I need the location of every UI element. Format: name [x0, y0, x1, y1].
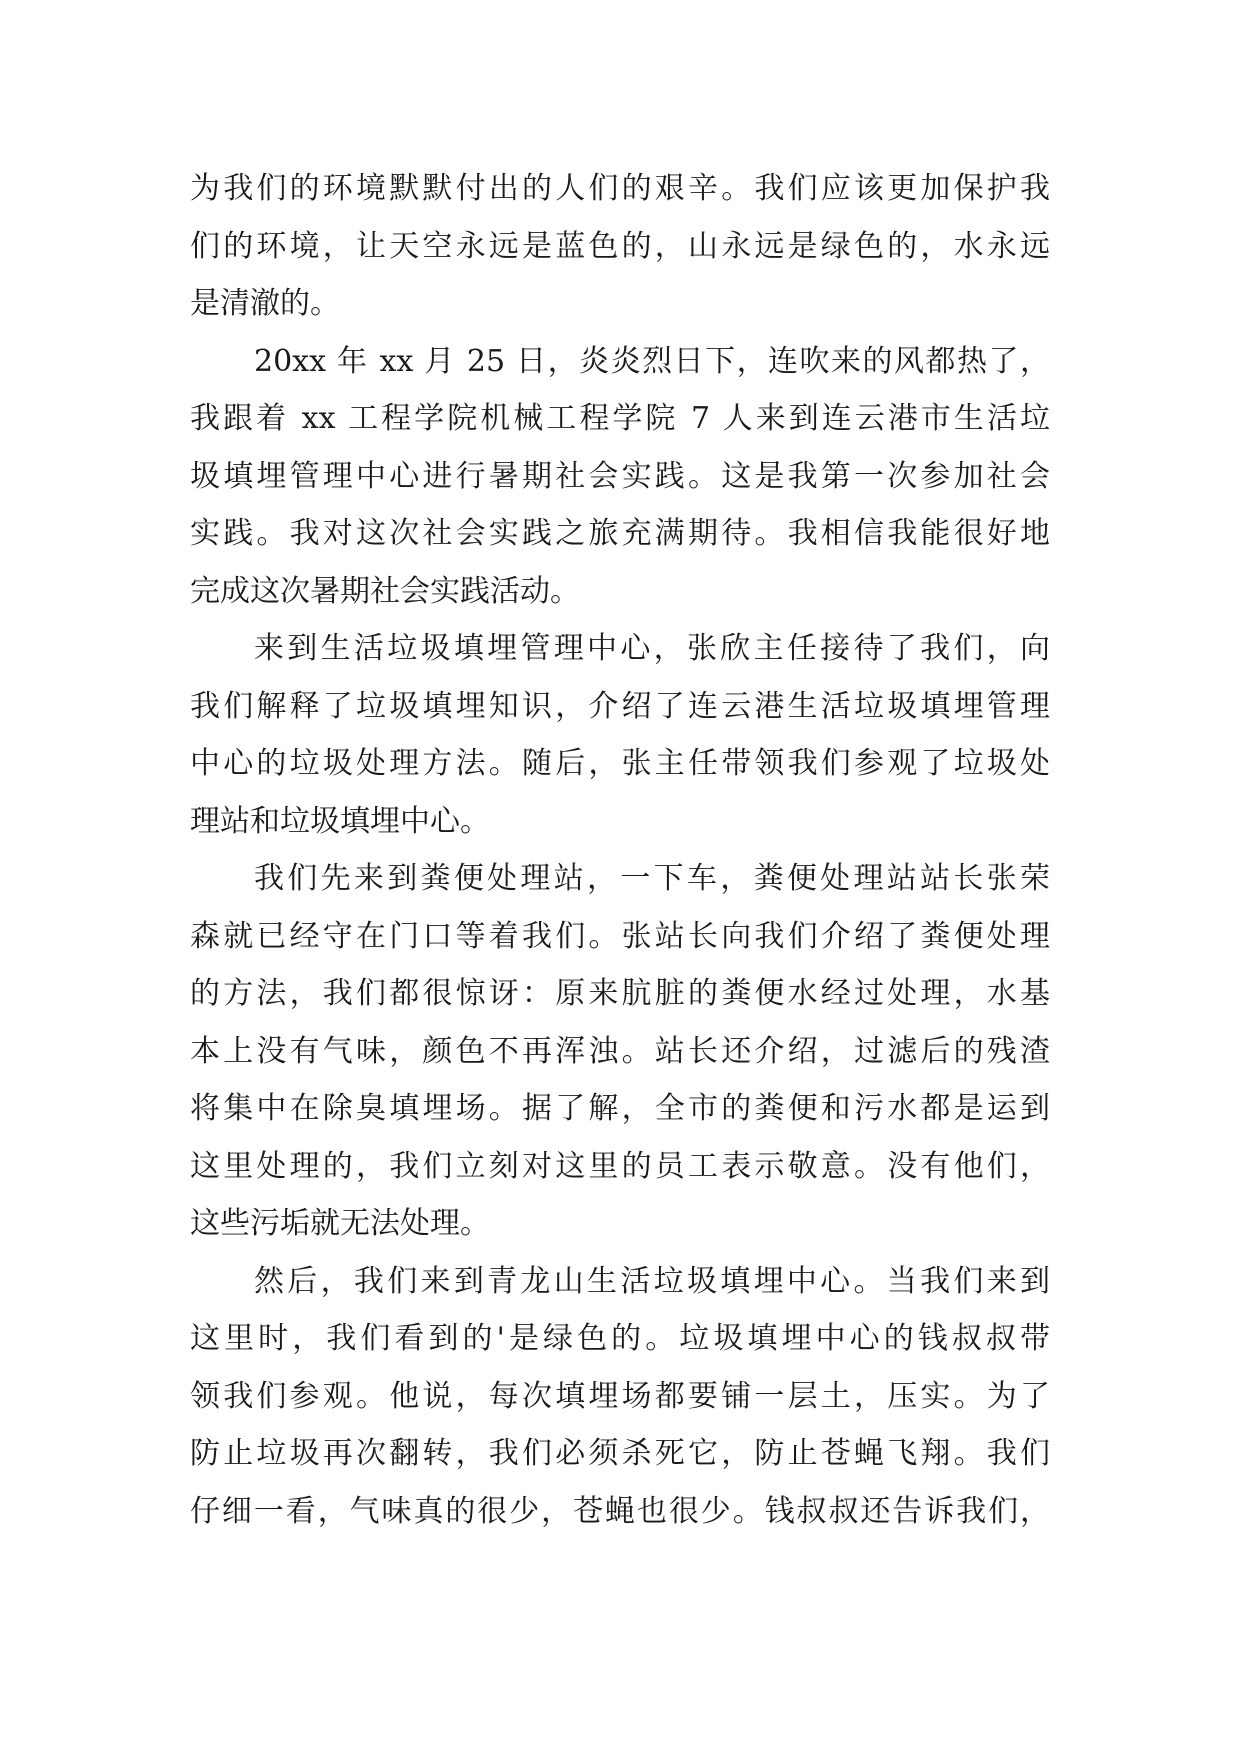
text-line: 森就已经守在门口等着我们。张站长向我们介绍了粪便处理 — [190, 918, 1050, 954]
text-line: 这里处理的，我们立刻对这里的员工表示敬意。没有他们， — [190, 1148, 1050, 1184]
text-line: 实践。我对这次社会实践之旅充满期待。我相信我能很好地 — [190, 516, 1050, 551]
paragraph — [190, 620, 1050, 850]
text-line: 将集中在除臭填埋场。据了解，全市的粪便和污水都是运到 — [190, 1091, 1050, 1126]
text-line: 中心的垃圾处理方法。随后，张主任带领我们参观了垃圾处 — [190, 746, 1050, 781]
text-line: 仔细一看，气味真的很少，苍蝇也很少。钱叔叔还告诉我们， — [190, 1493, 1050, 1529]
text-line: 防止垃圾再次翻转，我们必须杀死它，防止苍蝇飞翔。我们 — [190, 1436, 1050, 1471]
text-line: 的方法，我们都很惊讶：原来肮脏的粪便水经过处理，水基 — [190, 976, 1050, 1011]
text-line: 20xx 年 xx 月 25 日，炎炎烈日下，连吹来的风都热了， — [254, 343, 1050, 379]
text-line: 为我们的环境默默付出的人们的艰辛。我们应该更加保护我 — [190, 171, 1050, 206]
text-line: 来到生活垃圾填埋管理中心，张欣主任接待了我们，向 — [254, 631, 1050, 666]
paragraph — [190, 850, 1050, 1253]
text-line: 本上没有气味，颜色不再浑浊。站长还介绍，过滤后的残渣 — [190, 1033, 1050, 1069]
document-body — [190, 160, 1050, 1540]
text-line: 们的环境，让天空永远是蓝色的，山永远是绿色的，水永远 — [190, 228, 1050, 264]
text-line: 圾填埋管理中心进行暑期社会实践。这是我第一次参加社会 — [190, 458, 1050, 494]
text-line: 我跟着 xx 工程学院机械工程学院 7 人来到连云港市生活垃 — [190, 401, 1050, 436]
paragraph — [190, 160, 1050, 333]
text-line: 我们解释了垃圾填埋知识，介绍了连云港生活垃圾填埋管理 — [190, 688, 1050, 724]
text-line: 完成这次暑期社会实践活动。 — [190, 573, 580, 609]
text-line: 是清澈的。 — [190, 286, 340, 321]
text-line: 这些污垢就无法处理。 — [190, 1206, 490, 1241]
paragraph — [190, 333, 1050, 621]
text-line: 理站和垃圾填埋中心。 — [190, 803, 490, 839]
text-line: 这里时，我们看到的'是绿色的。垃圾填埋中心的钱叔叔带 — [190, 1321, 1050, 1356]
paragraph — [190, 1253, 1050, 1541]
text-line: 我们先来到粪便处理站，一下车，粪便处理站站长张荣 — [254, 861, 1050, 896]
text-line: 然后，我们来到青龙山生活垃圾填埋中心。当我们来到 — [254, 1263, 1050, 1299]
text-line: 领我们参观。他说，每次填埋场都要铺一层土，压实。为了 — [190, 1378, 1050, 1414]
